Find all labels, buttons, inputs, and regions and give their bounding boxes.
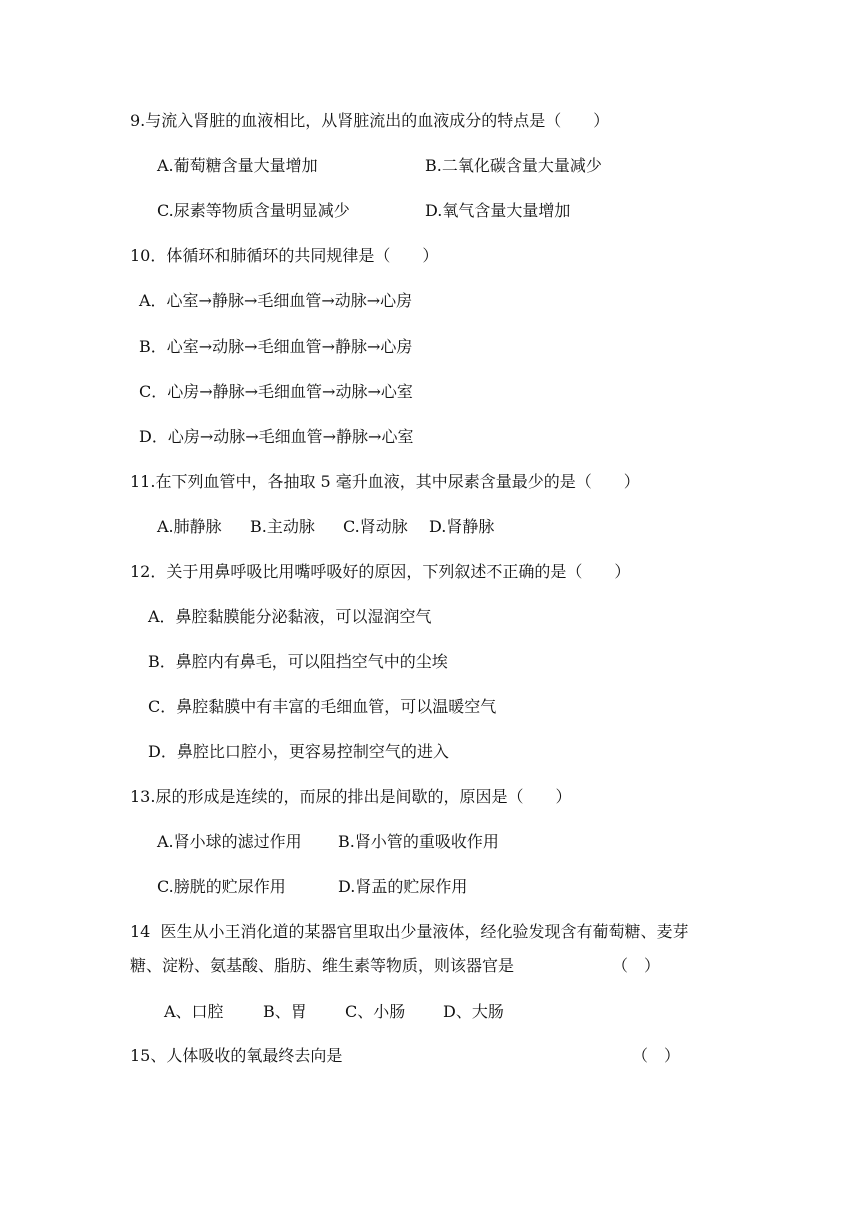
question-13-option-c: C.膀胱的贮尿作用 (157, 877, 286, 896)
question-9-option-d: D.氧气含量大量增加 (425, 201, 571, 220)
question-10-option-d: D．心房→动脉→毛细血管→静脉→心室 (139, 427, 414, 446)
question-11-option-a: A.肺静脉 (157, 517, 222, 536)
question-13-option-b: B.肾小管的重吸收作用 (338, 832, 499, 851)
question-12-option-a: A．鼻腔黏膜能分泌黏液，可以湿润空气 (148, 607, 432, 626)
question-11-stem: 11.在下列血管中，各抽取 5 毫升血液，其中尿素含量最少的是（ ） (130, 472, 640, 491)
question-12-option-b: B．鼻腔内有鼻毛，可以阻挡空气中的尘埃 (148, 652, 448, 671)
question-12-stem: 12．关于用鼻呼吸比用嘴呼吸好的原因，下列叙述不正确的是（ ） (130, 562, 631, 581)
question-14-option-d: D、大肠 (443, 1002, 504, 1021)
question-14-option-b: B、胃 (263, 1002, 307, 1021)
question-14-option-a: A、口腔 (164, 1002, 224, 1021)
question-9-option-b: B.二氧化碳含量大量减少 (425, 156, 602, 175)
question-9-stem: 9.与流入肾脏的血液相比，从肾脏流出的血液成分的特点是（ ） (130, 111, 610, 130)
question-10-option-c: C．心房→静脉→毛细血管→动脉→心室 (139, 382, 413, 401)
question-14-answer-bracket: （ ） (612, 956, 661, 975)
question-13-option-a: A.肾小球的滤过作用 (157, 832, 302, 851)
question-11-option-d: D.肾静脉 (429, 517, 495, 536)
question-10-option-a: A．心室→静脉→毛细血管→动脉→心房 (139, 291, 413, 310)
question-13-option-d: D.肾盂的贮尿作用 (338, 877, 468, 896)
question-9-option-a: A.葡萄糖含量大量增加 (157, 156, 318, 175)
question-14-stem-line-1: 14 医生从小王消化道的某器官里取出少量液体，经化验发现含有葡萄糖、麦芽 (130, 922, 689, 941)
question-10-option-b: B．心室→动脉→毛细血管→静脉→心房 (139, 337, 413, 356)
question-15-answer-bracket: （ ） (632, 1046, 681, 1065)
question-10-stem: 10．体循环和肺循环的共同规律是（ ） (130, 246, 439, 265)
question-13-stem: 13.尿的形成是连续的，而尿的排出是间歇的，原因是（ ） (130, 787, 572, 806)
question-11-option-b: B.主动脉 (250, 517, 315, 536)
question-11-option-c: C.肾动脉 (343, 517, 408, 536)
question-9-option-c: C.尿素等物质含量明显减少 (157, 201, 350, 220)
question-15-stem: 15、人体吸收的氧最终去向是 (130, 1046, 343, 1065)
question-12-option-c: C．鼻腔黏膜中有丰富的毛细血管，可以温暖空气 (148, 697, 497, 716)
question-12-option-d: D．鼻腔比口腔小，更容易控制空气的进入 (148, 742, 449, 761)
question-14-stem-line-2: 糖、淀粉、氨基酸、脂肪、维生素等物质，则该器官是 (130, 956, 515, 975)
question-14-option-c: C、小肠 (345, 1002, 406, 1021)
